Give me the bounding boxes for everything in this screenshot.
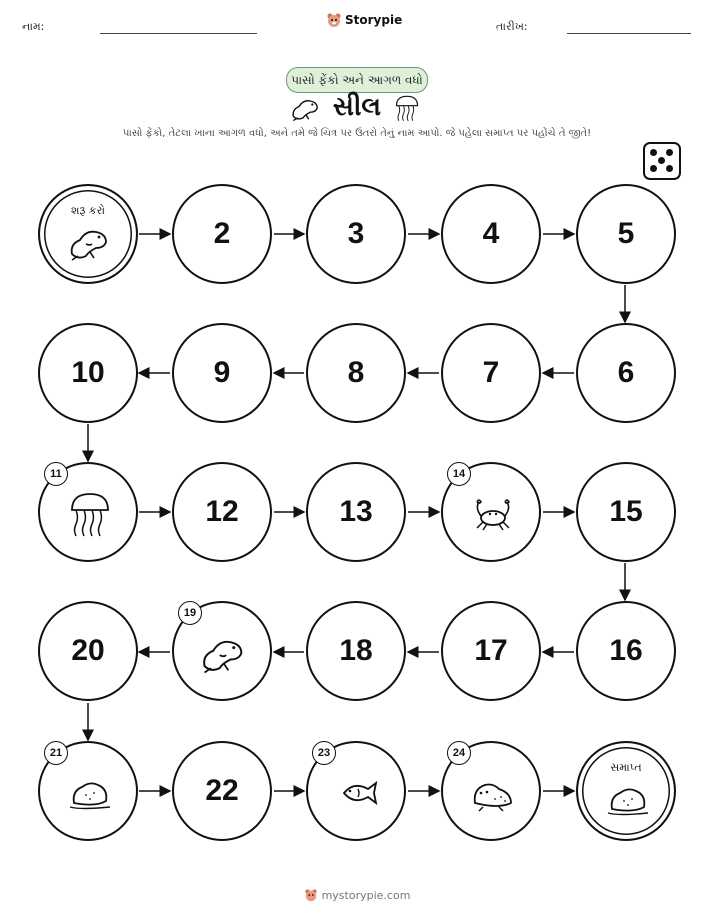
activity-pill: પાસો ફેંકો અને આગળ વધો [286, 67, 428, 93]
brand-name: Storypie [345, 13, 403, 27]
board-cell-start[interactable] [38, 184, 138, 284]
cell-number: 15 [609, 495, 643, 528]
rock-icon [64, 769, 116, 817]
board-cell-7[interactable] [441, 323, 541, 423]
seal-icon [198, 629, 250, 677]
board-cell-18[interactable] [306, 601, 406, 701]
cell-number: 2 [213, 217, 231, 250]
board-cell-2[interactable] [172, 184, 272, 284]
finish-label: સમાપ્ત [610, 761, 642, 774]
board-cell-19[interactable] [172, 601, 272, 701]
board-cell-15[interactable] [576, 462, 676, 562]
cell-number: 10 [71, 356, 105, 389]
cell-badge: 11 [44, 462, 68, 486]
name-label: નામ: [22, 20, 45, 33]
fish-icon [332, 769, 384, 817]
date-label: તારીખ: [496, 20, 528, 33]
seal-pup-icon [467, 769, 519, 817]
cell-number: 18 [339, 634, 373, 667]
cell-number: 8 [347, 356, 365, 389]
board-cell-5[interactable] [576, 184, 676, 284]
cell-number: 13 [339, 495, 373, 528]
seal-icon [66, 222, 114, 262]
cell-badge: 21 [44, 741, 68, 765]
cell-number: 12 [205, 495, 239, 528]
crab-icon [467, 490, 519, 538]
board-cell-20[interactable] [38, 601, 138, 701]
board-cell-23[interactable] [306, 741, 406, 841]
board-cell-24[interactable] [441, 741, 541, 841]
board-cell-6[interactable] [576, 323, 676, 423]
cell-number: 3 [347, 217, 365, 250]
cell-number: 16 [609, 634, 643, 667]
cell-badge: 19 [178, 601, 202, 625]
cell-number: 20 [71, 634, 105, 667]
cell-number: 22 [205, 774, 239, 807]
board-cell-21[interactable] [38, 741, 138, 841]
start-label: શરૂ કરો [70, 204, 106, 217]
page-title: સીલ [332, 92, 382, 122]
board-cell-12[interactable] [172, 462, 272, 562]
board-cell-3[interactable] [306, 184, 406, 284]
board-cell-4[interactable] [441, 184, 541, 284]
footer [0, 888, 714, 902]
cell-number: 9 [213, 356, 231, 389]
board-cell-finish[interactable] [576, 741, 676, 841]
cell-number: 17 [474, 634, 508, 667]
jellyfish-icon [64, 490, 116, 538]
cell-number: 7 [482, 356, 500, 389]
cell-number: 6 [617, 356, 635, 389]
board-cell-9[interactable] [172, 323, 272, 423]
cell-badge: 24 [447, 741, 471, 765]
board-cell-13[interactable] [306, 462, 406, 562]
rock-icon [604, 779, 652, 819]
board-cell-14[interactable] [441, 462, 541, 562]
board-cell-17[interactable] [441, 601, 541, 701]
board-cell-10[interactable] [38, 323, 138, 423]
instructions: પાસો ફેંકો, તેટલા ખાના આગળ વધો, અને તમે જે ચિત્ર પર ઉતરો તેનું નામ આપો. જે પહેલા સમાપ્ત પર પહોંચે તે જીતે! [122, 128, 592, 139]
bear-icon [304, 888, 318, 902]
footer-url[interactable]: mystorypie.com [321, 888, 411, 902]
board-cell-16[interactable] [576, 601, 676, 701]
board-cell-11[interactable] [38, 462, 138, 562]
board-cell-22[interactable] [172, 741, 272, 841]
cell-number: 4 [482, 217, 500, 250]
cell-number: 5 [617, 217, 635, 250]
cell-badge: 23 [312, 741, 336, 765]
cell-badge: 14 [447, 462, 471, 486]
board-cell-8[interactable] [306, 323, 406, 423]
